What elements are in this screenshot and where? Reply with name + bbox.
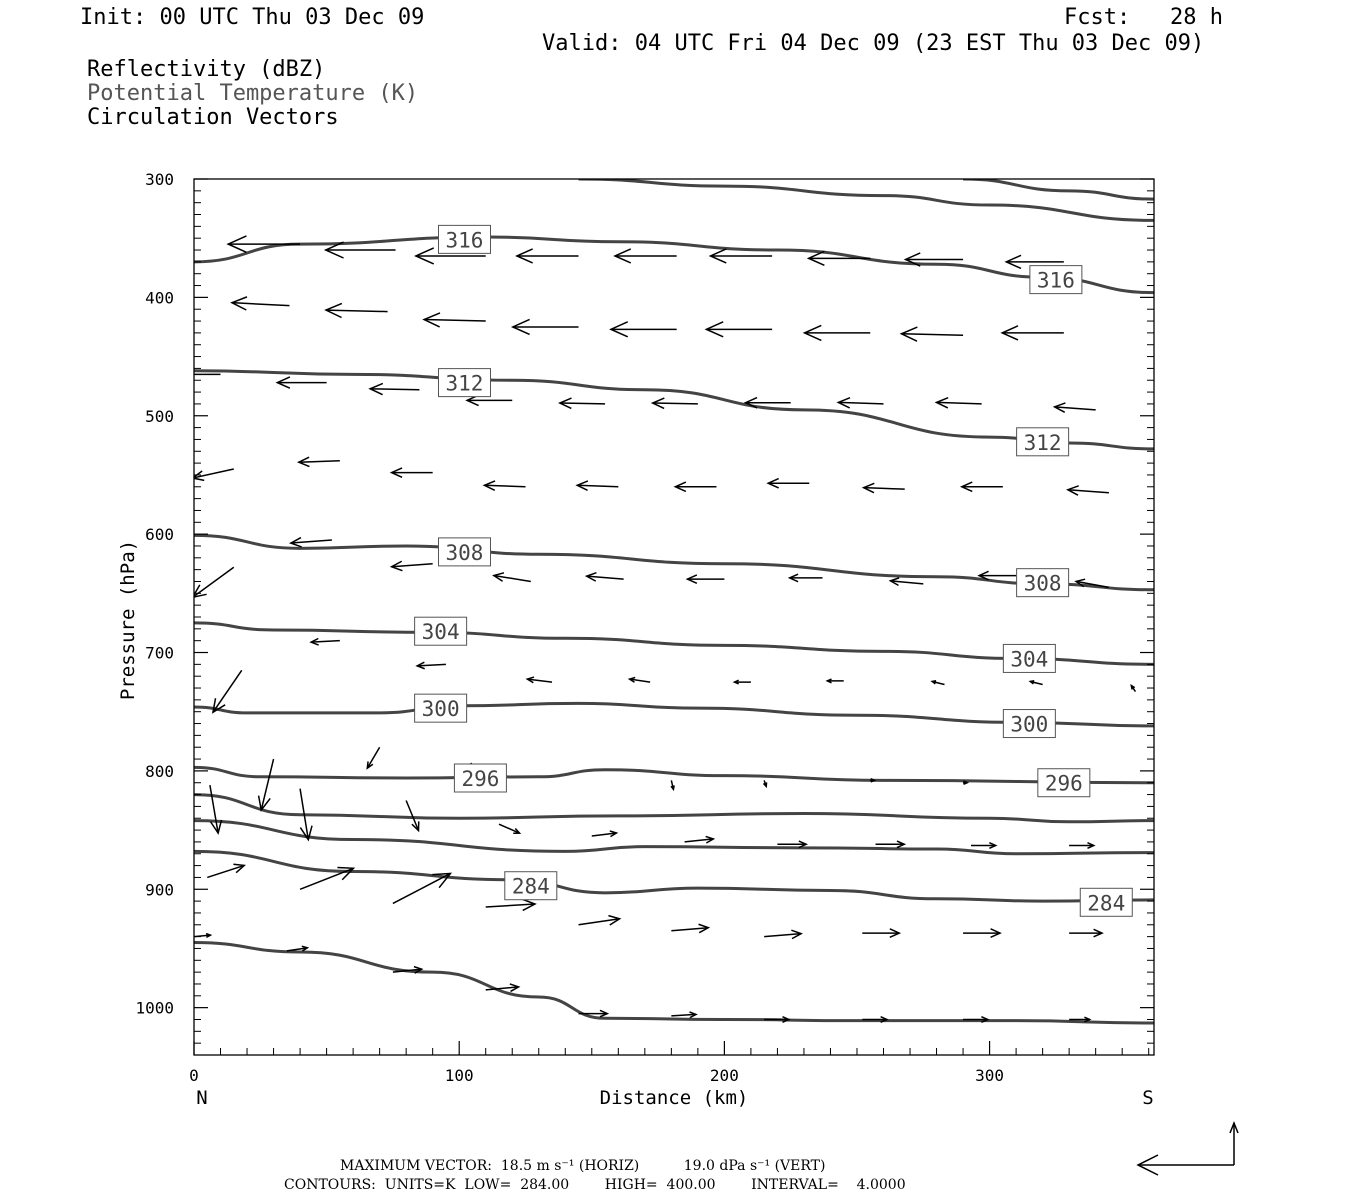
circulation-vector (291, 538, 332, 547)
circulation-vector (901, 327, 963, 341)
circulation-vector (392, 561, 433, 570)
circulation-vector (484, 481, 525, 490)
circulation-vector (287, 946, 308, 951)
isentrope-284 (194, 851, 1154, 901)
circulation-vector (611, 322, 677, 337)
contour-info-note: CONTOURS: UNITS=K LOW= 284.00 HIGH= 400.00 INTERVAL= 4.0000 (284, 1177, 906, 1193)
circulation-vector (494, 573, 531, 582)
circulation-vector (862, 929, 899, 937)
isentrope-312 (194, 371, 1154, 449)
reference-vector-icon (1138, 1123, 1238, 1175)
contour-label-304: 304 (421, 620, 460, 645)
circulation-vector (1002, 326, 1064, 340)
y-tick-label: 400 (145, 288, 174, 308)
isentrope-320 (579, 179, 1154, 220)
contour-label-312: 312 (1023, 430, 1062, 455)
circulation-vector (326, 303, 388, 317)
circulation-vector (299, 457, 340, 466)
y-tick-label: 1000 (135, 998, 174, 1018)
field-reflectivity: Reflectivity (dBZ) (87, 57, 326, 82)
circulation-vector (118, 224, 194, 240)
contour-label-284: 284 (1087, 891, 1126, 916)
circulation-vector (579, 916, 620, 925)
circulation-vector (392, 468, 433, 477)
circulation-vector (630, 678, 651, 683)
x-tick-label: 0 (189, 1066, 199, 1085)
circulation-vector (1068, 486, 1109, 495)
circulation-vector (962, 482, 1003, 491)
circulation-vector (228, 236, 300, 252)
field-potential-temperature: Potential Temperature (K) (87, 81, 419, 106)
contour-label-304: 304 (1010, 647, 1049, 672)
circulation-vector (232, 297, 290, 310)
x-tick-label: 200 (709, 1066, 739, 1085)
circulation-vector (687, 575, 724, 583)
circulation-vector (393, 873, 451, 903)
circulation-vector (979, 571, 1016, 579)
circulation-vector (768, 479, 809, 488)
contour-label-316: 316 (445, 228, 484, 253)
circulation-vector (671, 780, 674, 789)
circulation-vector (592, 831, 617, 837)
circulation-vector (790, 574, 823, 582)
contour-label-316: 316 (1036, 268, 1075, 293)
circulation-vector (259, 759, 274, 810)
circulation-vector (963, 929, 1000, 937)
isentrope-292 (194, 795, 1154, 822)
contour-label-296: 296 (461, 766, 500, 791)
contour-label-308: 308 (1023, 571, 1062, 596)
y-tick-label: 600 (145, 525, 174, 545)
isentrope-288 (194, 821, 1154, 854)
y-tick-label: 300 (145, 170, 174, 189)
contour-label-300: 300 (1010, 712, 1049, 737)
circulation-vector (513, 319, 579, 334)
isentrope-318 (963, 179, 1154, 199)
circulation-vector (706, 322, 772, 337)
circulation-vector (517, 249, 579, 263)
circulation-vector (685, 836, 714, 843)
circulation-vector (367, 747, 379, 768)
y-tick-label: 900 (145, 880, 174, 900)
contour-label-300: 300 (421, 697, 460, 722)
circulation-vector (370, 383, 419, 394)
circulation-vector (577, 481, 618, 490)
isentrope-296 (194, 767, 1154, 782)
circulation-vector (805, 325, 871, 340)
circulation-vector (936, 398, 981, 408)
y-tick-label: 500 (145, 406, 174, 426)
circulation-vector (1069, 929, 1102, 937)
south-end-label: S (1142, 1087, 1154, 1109)
circulation-vector (671, 1012, 696, 1018)
circulation-vector (424, 313, 486, 327)
x-axis-label: Distance (km) (599, 1087, 749, 1109)
contour-label-312: 312 (445, 371, 484, 396)
contour-label-296: 296 (1044, 771, 1083, 796)
circulation-vector (1030, 681, 1042, 685)
circulation-vector (653, 398, 698, 408)
circulation-vector (763, 780, 766, 786)
x-tick-label: 300 (975, 1066, 1005, 1085)
circulation-vectors (118, 224, 1158, 1022)
circulation-vector (864, 483, 905, 492)
circulation-vector (560, 398, 605, 408)
circulation-vector (1069, 843, 1094, 849)
circulation-vector (406, 800, 419, 830)
circulation-vector (1055, 403, 1096, 412)
circulation-vector (213, 670, 242, 712)
y-tick-label: 800 (145, 761, 174, 781)
circulation-vector (764, 1017, 789, 1023)
circulation-vector (745, 398, 790, 408)
circulation-vector (417, 662, 446, 669)
circulation-vector (615, 249, 677, 263)
contour-label-308: 308 (445, 540, 484, 565)
y-tick-label: 700 (145, 643, 174, 663)
circulation-vector (499, 824, 520, 833)
circulation-vector (675, 482, 716, 491)
x-tick-label: 100 (444, 1066, 474, 1085)
isentrope-280 (194, 943, 1154, 1023)
circulation-vector (734, 680, 750, 684)
axis-ticks (135, 170, 1154, 1085)
circulation-vector (971, 843, 996, 849)
circulation-vector (486, 899, 535, 910)
y-axis-label: Pressure (hPa) (117, 539, 139, 701)
north-end-label: N (196, 1087, 208, 1109)
circulation-vector (827, 679, 843, 683)
circulation-vector (1131, 686, 1135, 692)
forecast-hour: Fcst: 28 h (1064, 5, 1223, 30)
circulation-vector (311, 639, 340, 646)
circulation-vector (527, 677, 552, 683)
circulation-vector (277, 377, 326, 388)
circulation-vector (207, 864, 244, 877)
circulation-vector (838, 398, 883, 408)
init-time: Init: 00 UTC Thu 03 Dec 09 (80, 5, 425, 30)
circulation-vector (932, 681, 944, 685)
isentrope-308 (194, 535, 1154, 589)
circulation-vector (876, 841, 905, 848)
circulation-vector (890, 578, 923, 586)
contour-label-284: 284 (511, 874, 550, 899)
max-vector-note: MAXIMUM VECTOR: 18.5 m s⁻¹ (HORIZ) 19.0 dPa s⁻¹ (VERT) (340, 1158, 826, 1174)
circulation-vector (193, 567, 234, 597)
circulation-vector (587, 573, 624, 581)
circulation-vector (764, 930, 801, 938)
valid-time: Valid: 04 UTC Fri 04 Dec 09 (23 EST Thu 03 Dec 09) (542, 31, 1205, 56)
circulation-vector (210, 785, 222, 833)
circulation-vector (671, 924, 708, 932)
field-circulation-vectors: Circulation Vectors (87, 105, 339, 130)
